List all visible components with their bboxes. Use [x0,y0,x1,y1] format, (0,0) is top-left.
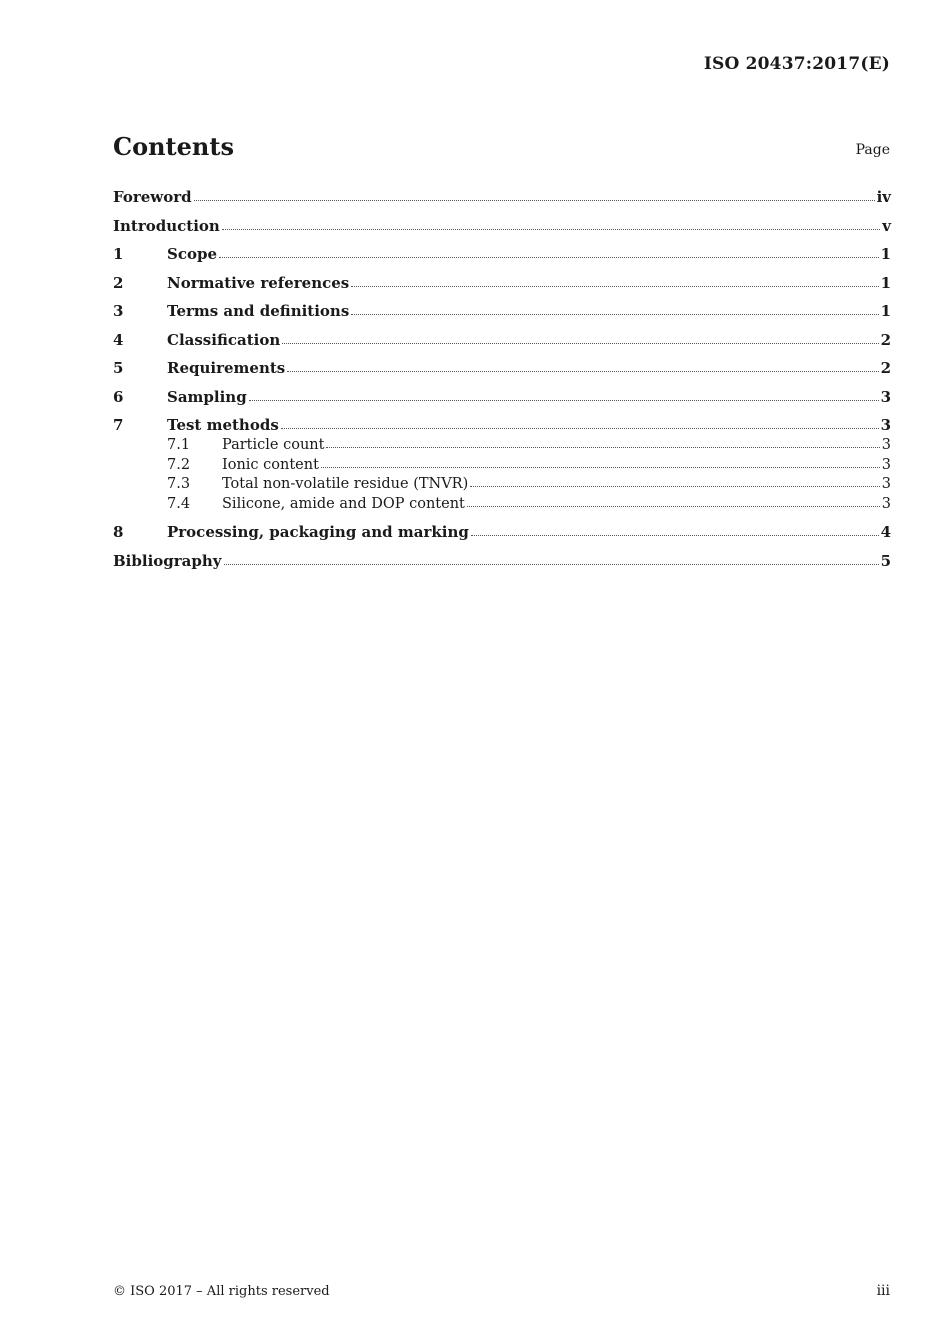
toc-entry-title: Scope [167,245,218,263]
toc-entry-page: v [882,216,891,235]
toc-subentry-page: 3 [881,495,891,512]
toc-subentry-silicone-amide-dop[interactable] [113,492,891,511]
dot-leader [219,256,879,258]
toc-entry-number: 3 [113,302,124,320]
toc-subentry-title: Particle count [222,437,325,454]
toc-entry-page: 3 [880,416,891,434]
toc-subentry-tnvr[interactable] [113,473,891,492]
toc-entry-number: 7 [113,416,124,434]
dot-leader [249,399,879,401]
toc-entry-foreword[interactable] [113,184,891,206]
dot-leader [471,534,879,536]
toc-entry-page: 2 [880,359,891,377]
toc-entry-page: iv [876,188,891,206]
toc-entry-page: 3 [880,387,891,406]
standard-identifier: ISO 20437:2017(E) [703,54,890,74]
dot-leader [351,285,878,287]
toc-entry-title: Bibliography [113,551,222,570]
dot-leader [321,466,880,468]
toc-entry-page: 1 [880,245,891,263]
dot-leader [194,199,875,201]
toc-entry-title: Classification [167,330,281,349]
dot-leader [224,563,879,565]
dot-leader [281,427,879,429]
toc-subentry-page: 3 [881,437,891,454]
toc-entry-page: 1 [880,273,891,292]
toc-entry-sampling[interactable] [113,384,891,406]
toc-entry-title: Sampling [167,387,247,406]
toc-subentry-number: 7.4 [167,495,191,512]
toc-entry-number: 5 [113,359,124,377]
page-column-label: Page [855,142,890,158]
toc-entry-number: 4 [113,330,124,349]
toc-entry-page: 5 [880,551,891,570]
toc-subentry-page: 3 [881,456,891,473]
toc-subentry-page: 3 [881,476,891,493]
toc-entry-title: Test methods [167,416,279,434]
dot-leader [326,446,879,448]
toc-subentry-title: Silicone, amide and DOP content [222,495,465,512]
toc-entry-title: Foreword [113,188,192,206]
toc-entry-test-methods[interactable] [113,412,891,434]
dot-leader [222,228,880,230]
toc-subentry-number: 7.1 [167,437,191,454]
copyright-notice: © ISO 2017 – All rights reserved [113,1284,330,1299]
toc-entry-page: 4 [880,523,891,542]
dot-leader [467,505,880,507]
toc-entry-title: Introduction [113,216,220,235]
dot-leader [282,342,878,344]
toc-entry-page: 2 [880,330,891,349]
toc-entry-terms-and-definitions[interactable] [113,298,891,320]
toc-entry-introduction[interactable] [113,213,891,235]
toc-subentry-ionic-content[interactable] [113,453,891,472]
table-of-contents [113,184,891,576]
toc-entry-number: 1 [113,245,124,263]
contents-heading: Contents [113,132,234,161]
page-number: iii [876,1283,890,1299]
toc-entry-bibliography[interactable] [113,548,891,570]
toc-entry-title: Terms and definitions [167,302,350,320]
toc-entry-classification[interactable] [113,327,891,349]
toc-entry-requirements[interactable] [113,355,891,377]
toc-subentry-particle-count[interactable] [113,434,891,453]
toc-entry-title: Normative references [167,273,350,292]
toc-entry-normative-references[interactable] [113,270,891,292]
dot-leader [351,313,878,315]
dot-leader [287,370,878,372]
toc-subentry-number: 7.2 [167,456,191,473]
toc-entry-page: 1 [880,302,891,320]
toc-entry-scope[interactable] [113,241,891,263]
toc-entry-title: Requirements [167,359,286,377]
toc-subentry-title: Total non-volatile residue (TNVR) [222,476,469,493]
toc-entry-number: 6 [113,387,124,406]
toc-entry-number: 8 [113,523,124,542]
toc-entry-number: 2 [113,273,124,292]
toc-subentry-number: 7.3 [167,476,191,493]
toc-entry-title: Processing, packaging and marking [167,523,469,542]
toc-subentry-title: Ionic content [222,456,319,473]
toc-entry-processing-packaging-marking[interactable] [113,519,891,541]
dot-leader [470,485,880,487]
